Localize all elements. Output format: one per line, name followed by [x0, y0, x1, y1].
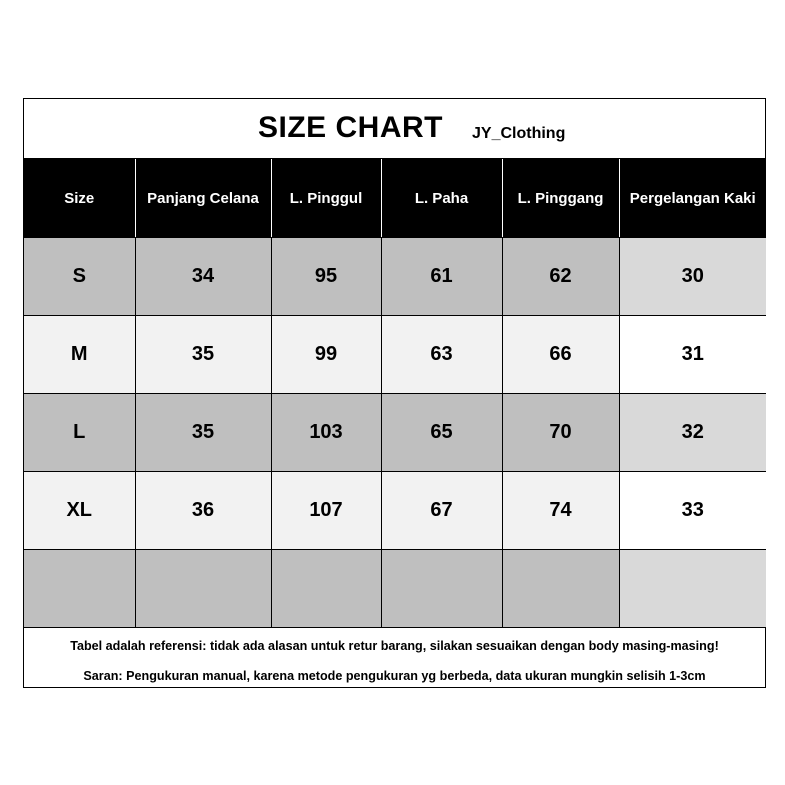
- table-cell: 103: [271, 394, 381, 472]
- notes-section: [24, 627, 765, 687]
- table-cell: [24, 550, 135, 628]
- note-reference: Tabel adalah referensi: tidak ada alasan untuk retur barang, silakan sesuaikan dengan body masing-masing!: [70, 639, 719, 653]
- header-row: [24, 160, 766, 238]
- table-cell: 62: [502, 238, 619, 316]
- table-row: [24, 394, 766, 472]
- title-row: [24, 99, 765, 159]
- table-row: [24, 238, 766, 316]
- table-cell: [271, 550, 381, 628]
- table-cell: 66: [502, 316, 619, 394]
- table-cell: 35: [135, 316, 271, 394]
- brand-name: JY_Clothing: [472, 125, 566, 142]
- header-pergelangan-kaki: Pergelangan Kaki: [619, 160, 766, 238]
- table-cell: 70: [502, 394, 619, 472]
- table-cell: [502, 550, 619, 628]
- table-cell: 99: [271, 316, 381, 394]
- chart-title: SIZE CHART: [258, 111, 443, 144]
- size-table: [24, 159, 766, 628]
- header-lebar-pinggul: L. Pinggul: [271, 160, 381, 238]
- size-chart: [23, 98, 766, 688]
- table-cell: [135, 550, 271, 628]
- table-cell: [381, 550, 502, 628]
- table-cell: 65: [381, 394, 502, 472]
- header-lebar-paha: L. Paha: [381, 160, 502, 238]
- table-cell: 34: [135, 238, 271, 316]
- table-cell: 107: [271, 472, 381, 550]
- table-cell: 35: [135, 394, 271, 472]
- table-cell: 33: [619, 472, 766, 550]
- table-row: [24, 472, 766, 550]
- size-cell: M: [24, 316, 135, 394]
- table-cell: [619, 550, 766, 628]
- size-cell: L: [24, 394, 135, 472]
- table-cell: 63: [381, 316, 502, 394]
- table-cell: 36: [135, 472, 271, 550]
- size-cell: XL: [24, 472, 135, 550]
- table-cell: 32: [619, 394, 766, 472]
- table-cell: 95: [271, 238, 381, 316]
- header-lebar-pinggang: L. Pinggang: [502, 160, 619, 238]
- table-cell: 67: [381, 472, 502, 550]
- table-cell: 31: [619, 316, 766, 394]
- header-size: Size: [24, 160, 135, 238]
- header-panjang-celana: Panjang Celana: [135, 160, 271, 238]
- table-cell: 74: [502, 472, 619, 550]
- table-cell: 30: [619, 238, 766, 316]
- table-cell: 61: [381, 238, 502, 316]
- table-row: [24, 316, 766, 394]
- size-cell: S: [24, 238, 135, 316]
- table-row-empty: [24, 550, 766, 628]
- note-measurement: Saran: Pengukuran manual, karena metode pengukuran yg berbeda, data ukuran mungkin selisih 1-3cm: [83, 669, 706, 683]
